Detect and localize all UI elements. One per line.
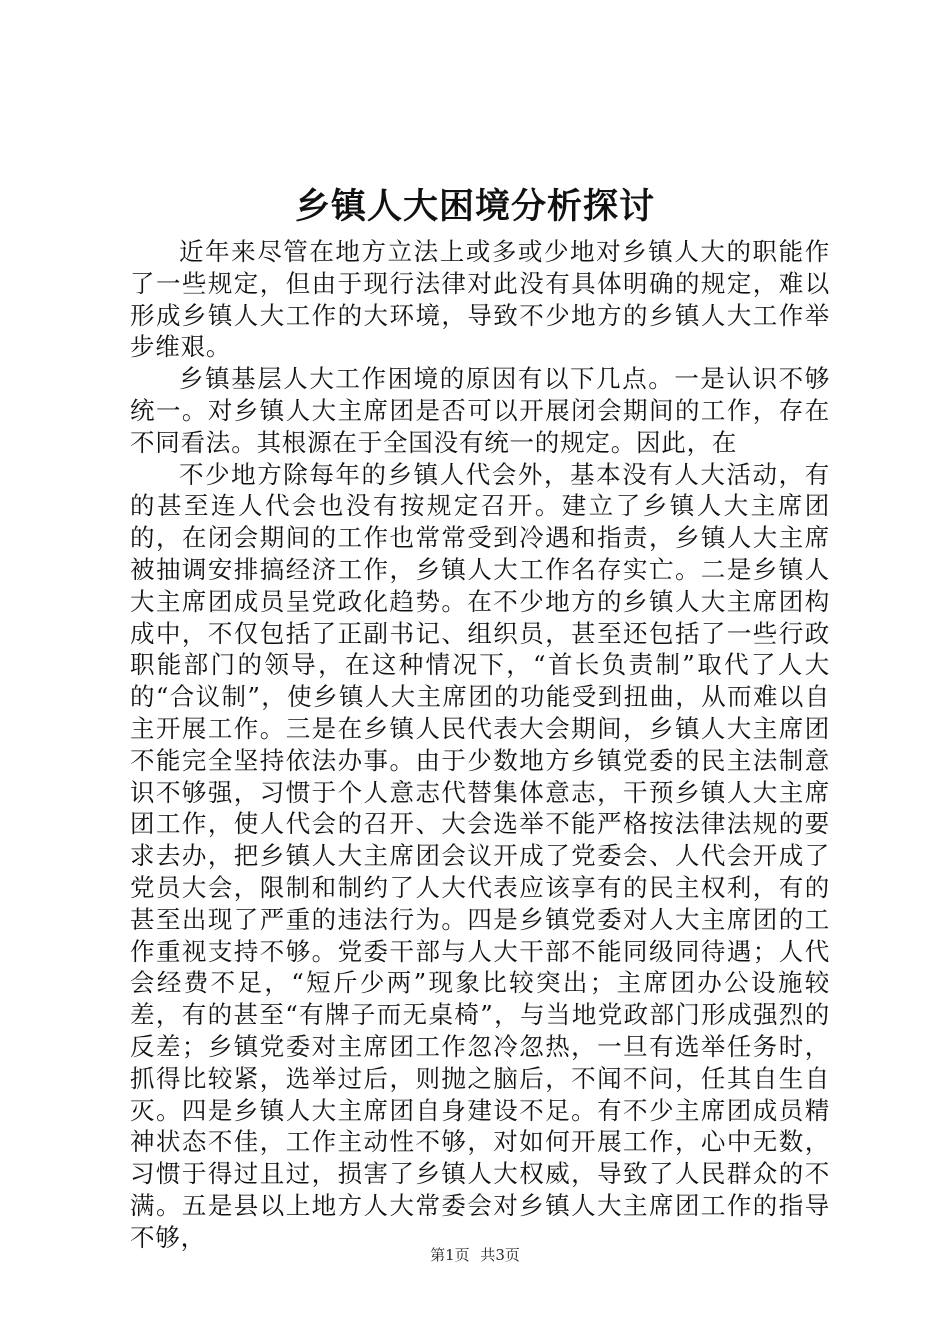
document-body bbox=[130, 236, 830, 1254]
paragraph-causes: 乡镇基层人大工作困境的原因有以下几点。一是认识不够统一。对乡镇人大主席团是否可以开展闭会期间的工作，存在不同看法。其根源在于全国没有统一的规定。因此，在 bbox=[130, 364, 830, 457]
document-title: 乡镇人大困境分析探讨 bbox=[294, 186, 655, 227]
page-footer bbox=[0, 1244, 950, 1266]
page-number-total: 共3页 bbox=[480, 1246, 520, 1264]
paragraph-details: 不少地方除每年的乡镇人代会外，基本没有人大活动，有的甚至连人代会也没有按规定召开。建立了乡镇人大主席团的，在闭会期间的工作也常常受到冷遇和指责，乡镇人大主席被抽调安排搞经济工作，乡镇人大工作名存实亡。二是乡镇人大主席团成员呈党政化趋势。在不少地方的乡镇人大主席团构成中，不仅包括了正副书记、组织员，甚至还包括了一些行政职能部门的领导，在这种情况下，“首长负责制”取代了人大的“合议制”，使乡镇人大主席团的功能受到扭曲，从而难以自主开展工作。三是在乡镇人民代表大会期间，乡镇人大主席团不能完全坚持依法办事。由于少数地方乡镇党委的民主法制意识不够强，习惯于个人意志代替集体意志，干预乡镇人大主席团工作，使人代会的召开、大会选举不能严格按法律法规的要求去办，把乡镇人大主席团会议开成了党委会、人代会开成了党员大会，限制和制约了人大代表应该享有的民主权利，有的甚至出现了严重的违法行为。四是乡镇党委对人大主席团的工作重视支持不够。党委干部与人大干部不能同级同待遇；人代会经费不足，“短斤少两”现象比较突出；主席团办公设施较差，有的甚至“有牌子而无桌椅”，与当地党政部门形成强烈的反差；乡镇党委对主席团工作忽冷忽热，一旦有选举任务时，抓得比较紧，选举过后，则抛之脑后，不闻不问，任其自生自灭。四是乡镇人大主席团自身建设不足。有不少主席团成员精神状态不佳，工作主动性不够，对如何开展工作，心中无数，习惯于得过且过，损害了乡镇人大权威，导致了人民群众的不满。五是县以上地方人大常委会对乡镇人大主席团工作的指导不够， bbox=[130, 459, 830, 1252]
page-number-current: 第1页 bbox=[430, 1246, 470, 1264]
paragraph-intro: 近年来尽管在地方立法上或多或少地对乡镇人大的职能作了一些规定，但由于现行法律对此没有具体明确的规定，难以形成乡镇人大工作的大环境，导致不少地方的乡镇人大工作举步维艰。 bbox=[130, 237, 830, 362]
